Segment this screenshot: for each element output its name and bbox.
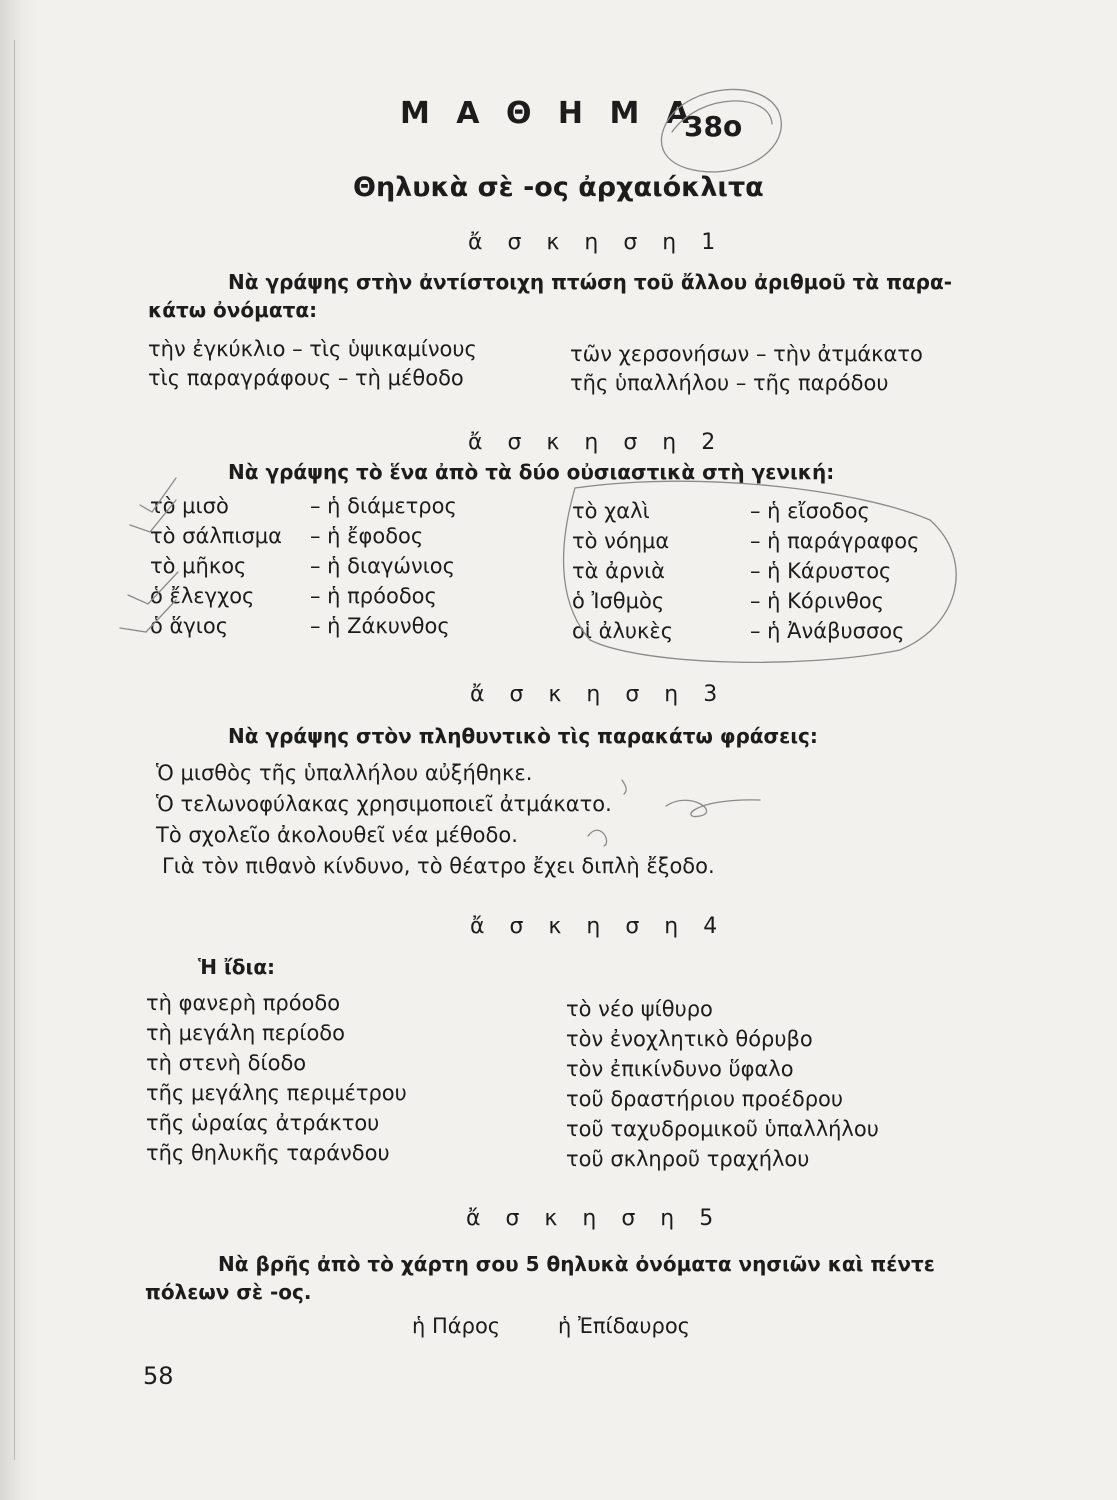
- ex2-word: – ἡ πρόοδος: [310, 584, 437, 608]
- ex2-word: τὸ νόημα: [572, 529, 670, 553]
- ex1-instruction-line2: κάτω ὀνόματα:: [148, 298, 318, 322]
- lesson-title: Μ Α Θ Η Μ Α: [400, 96, 697, 131]
- ex2-word: – ἡ Ἀνάβυσσος: [750, 619, 905, 643]
- ex2-word: – ἡ Κάρυστος: [750, 559, 892, 583]
- ex2-word: ὁ ἔλεγχος: [150, 584, 255, 608]
- ex2-word: – ἡ διαγώνιος: [310, 554, 455, 578]
- ex2-word: ὁ Ἰσθμὸς: [572, 589, 665, 613]
- ex2-word: οἱ ἀλυκὲς: [572, 619, 674, 643]
- ex1-right-column: [570, 340, 923, 398]
- ex3-heading: ἄ σ κ η σ η 3: [470, 682, 727, 707]
- ex4-right-item: τὸ νέο ψίθυρο: [566, 997, 713, 1021]
- ex1-instruction-line1: Νὰ γράψης στὴν ἀντίστοιχη πτώση τοῦ ἄλλου ἀριθμοῦ τὰ παρα-: [228, 270, 952, 294]
- ex5-instruction-line2: πόλεων σὲ -ος.: [145, 1280, 312, 1304]
- ex4-left-item: τῆς θηλυκῆς ταράνδου: [146, 1141, 390, 1165]
- ex4-heading: ἄ σ κ η σ η 4: [470, 914, 727, 939]
- ex1-heading: ἄ σ κ η σ η 1: [468, 230, 725, 255]
- ex2-word: τὸ μῆκος: [150, 554, 247, 578]
- ex4-right-column: [566, 994, 879, 1174]
- ex2-word: ὁ ἅγιος: [150, 614, 229, 638]
- ex3-instruction: Νὰ γράψης στὸν πληθυντικὸ τὶς παρακάτω φράσεις:: [228, 724, 818, 748]
- ex2-word: – ἡ Κόρινθος: [750, 589, 884, 613]
- ex1-right-item: τῶν χερσονήσων – τὴν ἀτμάκατο: [570, 342, 923, 366]
- ex4-left-item: τὴ φανερὴ πρόοδο: [146, 991, 341, 1015]
- ex4-right-item: τοῦ δραστήριου προέδρου: [566, 1087, 844, 1111]
- ex4-left-item: τὴ μεγάλη περίοδο: [146, 1021, 345, 1045]
- ex3-sentence: Ὁ μισθὸς τῆς ὑπαλλήλου αὐξήθηκε.: [156, 761, 533, 785]
- binding-line: [14, 40, 15, 1460]
- ex5-instruction-line1: Νὰ βρῆς ἀπὸ τὸ χάρτη σου 5 θηλυκὰ ὀνόματα νησιῶν καὶ πέντε: [218, 1252, 935, 1276]
- ex3-sentence: Ὁ τελωνοφύλακας χρησιμοποιεῖ ἀτμάκατο.: [156, 792, 612, 816]
- ex4-right-item: τὸν ἐπικίνδυνο ὕφαλο: [566, 1057, 794, 1081]
- ex2-word: – ἡ Ζάκυνθος: [310, 614, 450, 638]
- ex1-left-item: τὴν ἐγκύκλιο – τὶς ὑψικαμίνους: [148, 337, 477, 361]
- page-number: 58: [143, 1362, 174, 1390]
- ex2-word: – ἡ εἴσοδος: [750, 499, 870, 523]
- ex2-word: – ἡ διάμετρος: [310, 494, 457, 518]
- ex3-sentence: Τὸ σχολεῖο ἀκολουθεῖ νέα μέθοδο.: [156, 823, 518, 847]
- ex2-heading: ἄ σ κ η σ η 2: [468, 430, 725, 455]
- ex5-example-2: ἡ Ἐπίδαυρος: [558, 1314, 691, 1338]
- lesson-number: 38ο: [684, 110, 743, 143]
- ex4-right-item: τοῦ ταχυδρομικοῦ ὑπαλλήλου: [566, 1117, 879, 1141]
- ex4-left-column: [146, 988, 407, 1168]
- ex1-right-item: τῆς ὑπαλλήλου – τῆς παρόδου: [570, 371, 889, 395]
- ex5-example-1: ἡ Πάρος: [412, 1314, 501, 1338]
- ex2-left-pairs: [150, 492, 480, 640]
- binding-gutter: [0, 0, 38, 1500]
- ex4-left-item: τῆς ὡραίας ἀτράκτου: [146, 1111, 380, 1135]
- lesson-subtitle: Θηλυκὰ σὲ -ος ἀρχαιόκλιτα: [353, 172, 764, 203]
- ex2-word: – ἡ παράγραφος: [750, 529, 920, 553]
- ex2-word: τὸ χαλὶ: [572, 499, 650, 523]
- ex2-right-pairs: [572, 497, 950, 645]
- ex5-heading: ἄ σ κ η σ η 5: [466, 1206, 723, 1231]
- ex3-sentences: [156, 758, 715, 882]
- ex4-left-item: τὴ στενὴ δίοδο: [146, 1051, 307, 1075]
- ex2-word: – ἡ ἔφοδος: [310, 524, 424, 548]
- ex3-sentence: Γιὰ τὸν πιθανὸ κίνδυνο, τὸ θέατρο ἔχει διπλὴ ἔξοδο.: [162, 854, 715, 878]
- ex1-left-item: τὶς παραγράφους – τὴ μέθοδο: [148, 366, 464, 390]
- ex2-word: τὸ σάλπισμα: [150, 524, 283, 548]
- ex2-word: τὰ ἀρνιὰ: [572, 559, 666, 583]
- ex1-left-column: [148, 335, 477, 393]
- ex2-instruction: Νὰ γράψης τὸ ἕνα ἀπὸ τὰ δύο οὐσιαστικὰ στὴ γενική:: [228, 460, 835, 484]
- ex2-word: τὸ μισὸ: [150, 494, 229, 518]
- ex4-right-item: τὸν ἐνοχλητικὸ θόρυβο: [566, 1027, 813, 1051]
- ex4-instruction: Ἡ ἴδια:: [198, 955, 276, 979]
- ex4-left-item: τῆς μεγάλης περιμέτρου: [146, 1081, 407, 1105]
- ex4-right-item: τοῦ σκληροῦ τραχήλου: [566, 1147, 810, 1171]
